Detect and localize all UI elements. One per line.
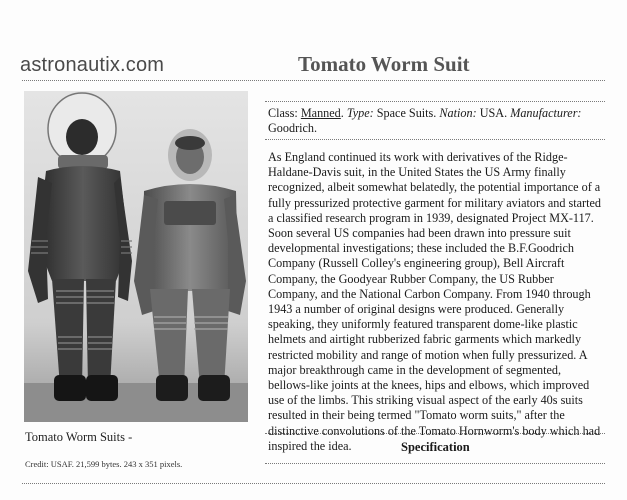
divider	[265, 463, 605, 464]
divider	[265, 139, 605, 140]
site-logo[interactable]: astronautix.com	[20, 54, 165, 76]
manufacturer-label: Manufacturer:	[510, 106, 582, 120]
type-value: Space Suits.	[376, 106, 437, 120]
divider	[22, 483, 605, 484]
nation-label: Nation:	[439, 106, 477, 120]
figure-credit: Credit: USAF. 21,599 bytes. 243 x 351 pixels.	[25, 459, 183, 469]
divider	[265, 101, 605, 102]
metadata-line: Class: Manned. Type: Space Suits. Nation: USA. Manufacturer: Goodrich.	[268, 106, 582, 135]
divider	[22, 80, 605, 81]
class-label: Class:	[268, 106, 298, 120]
article-body: As England continued its work with derivatives of the Ridge-Haldane-Davis suit, in the United States the US Army finally recognized, albeit somewhat belatedly, the potential importance of a fully pressurized protective garment for military aviators and started a classified research program in 1939, designated Project MX-117. Soon several US companies had been drawn into pressure suit developmental investigations; these included the B.F.Goodrich Company (Russell Colley's engineering group), Bell Aircraft Company, the Goodyear Rubber Company, the US Rubber Company, and the National Carbon Company. From 1940 through 1943 a number of original designs were produced. Generally speaking, they uniformly featured transparent dome-like plastic helmets and airtight rubberized fabric garments which markedly restricted mobility and range of motion when fully pressurized. A major breakthrough came in the development of segmented, bellows-like joints at the knees, hips and elbows, which improved use of the limbs. This striking visual aspect of the early 40s suits resulted in their being termed "Tomato worm suits," after the distinctive convolutions of the Tomato Hornworm's body which had inspired the idea.	[268, 150, 602, 453]
class-link[interactable]: Manned	[300, 106, 341, 120]
page-title: Tomato Worm Suit	[298, 52, 470, 76]
nation-value: USA.	[479, 106, 508, 120]
manufacturer-value: Goodrich.	[268, 121, 318, 135]
specification-heading: Specification	[401, 440, 470, 454]
figure-caption: Tomato Worm Suits -	[25, 430, 133, 444]
type-label: Type:	[346, 106, 374, 120]
suit-photo	[24, 91, 248, 422]
